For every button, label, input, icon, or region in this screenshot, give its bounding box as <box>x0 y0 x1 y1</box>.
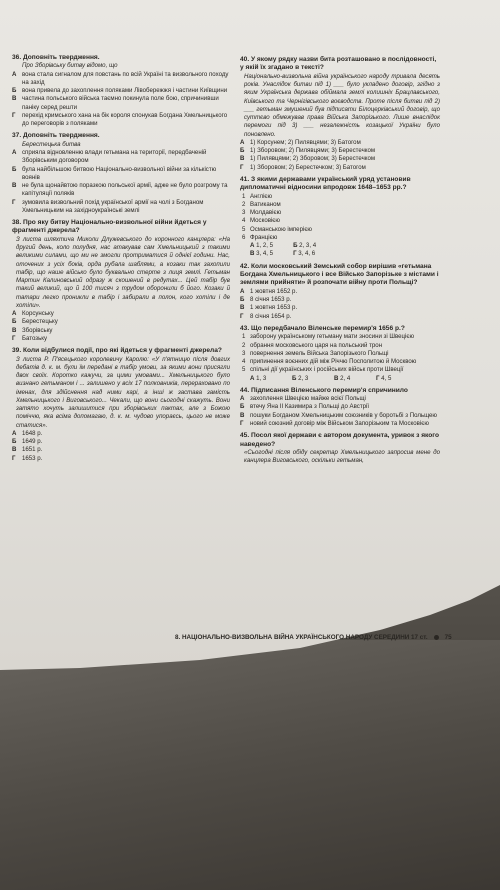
answer-option-a[interactable]: А 1, 2, 5 <box>250 242 274 250</box>
answer-option-g[interactable]: Г 3, 4, 6 <box>293 250 316 258</box>
question-38 <box>12 219 230 343</box>
underlying-page <box>0 640 500 890</box>
left-column <box>12 50 230 463</box>
numbered-item: 1 Англією <box>242 192 273 200</box>
question-title: 45. Посол якої держави є автором документа, уривок з якого наведено? <box>240 432 439 448</box>
answer-option-b[interactable]: Б вона привела до захоплення поляками Лівобережжя і частини Київщини <box>12 87 228 95</box>
question-42 <box>240 263 440 321</box>
question-stem: Берестецька битва <box>22 140 81 148</box>
answer-option-v[interactable]: В 1651 р. <box>12 446 43 454</box>
page-footer <box>175 634 475 641</box>
answer-option-a[interactable]: А Корсунську <box>12 310 54 318</box>
answer-option-b[interactable]: Б втечу Яна II Казимира з Польщі до Австрії <box>240 403 370 411</box>
numbered-item: 2 Ватиканом <box>242 200 281 208</box>
source-excerpt: З листа шляхтича Миколи Длужевського до коронного канцлера: «На другий день, коло полудня, нас атакував сам Хмельницький з такими великими силами, що ми не змогли протриматися й однієї години. Нас, оточених з усіх боків, орда рубала шаблями, а козаки так захопили табір, що наше військо було буквально стерте з лиця землі. Гетьман Мартин Калиновський одразу ж скошений в редутах... Цей табір був такий великий, що й 100 тисяч з трудом оборонили б його. Козаки й татари легко проникли в табір і забирали в полон, кого хотіли і де хотіли». <box>16 235 230 309</box>
question-41 <box>240 176 440 259</box>
numbered-item: 2 обрання московського царя на польський трон <box>242 341 383 349</box>
numbered-item: 4 Московією <box>242 217 280 225</box>
question-title: 40. У якому рядку назви бита розташовано в послідовності, у якій їх згадано в тексті? <box>240 56 437 72</box>
numbered-item: 4 припинення воєнних дій між Річчю Посполитою й Москвою <box>242 358 417 365</box>
question-43 <box>240 325 440 383</box>
question-44 <box>240 387 440 428</box>
question-title: 44. Підписання Віленського перемир'я спричинило <box>240 386 408 394</box>
source-excerpt: Національно-визвольна війна українського народу тривала десять років. Унаслідок битви під 1) ___ було укладено договір, згідно з яким Українська держава обіймала землі колишніх Брацлавського, Київського та Чернігівського воєводств. Проте після битви під 2) ___ гетьман змушений був підписати Білоцерківський договір, що суттєво обмежував права Війська Запорізького. Лише внаслідок перемоги під 3) ___ незалежність козацької України було поновлено. <box>244 72 440 138</box>
answer-option-a[interactable]: А 1 жовтня 1652 р. <box>240 287 298 295</box>
answer-option-b[interactable]: Б 8 січня 1653 р. <box>240 296 292 304</box>
answer-option-g[interactable]: Г перехід кримського хана на бік короля спонукав Богдана Хмельницького до переговорів з поляками <box>12 111 228 128</box>
answer-option-a[interactable]: А 1) Корсунем; 2) Пилявцями; 3) Батогом <box>240 138 361 146</box>
answer-option-b[interactable]: Б Берестецьку <box>12 318 58 326</box>
answer-option-a[interactable]: А захоплення Швецією майже всієї Польщі <box>240 395 366 403</box>
answer-option-g[interactable]: Г зумовила визвольний похід української армії на чолі з Богданом Хмельницьким на західноукраїнські землі <box>12 198 204 214</box>
question-title: 39. Коли відбулися події, про які йдеться у фрагменті джерела? <box>12 347 222 355</box>
answer-row <box>240 250 440 258</box>
answer-option-b[interactable]: Б 2, 3, 4 <box>293 242 317 250</box>
right-column <box>240 52 440 465</box>
numbered-item: 1 заборону українському гетьману мати зносини зі Швецією <box>242 333 415 341</box>
section-title: 8. НАЦІОНАЛЬНО-ВИЗВОЛЬНА ВІЙНА УКРАЇНСЬКОГО НАРОДУ СЕРЕДИНИ 17 ст. <box>175 634 428 641</box>
question-37 <box>12 132 230 215</box>
answer-option-a[interactable]: А вона стала сигналом для повстань по всій Україні та визвольного походу на захід <box>12 70 229 86</box>
answer-option-g[interactable]: Г 1) Зборовом; 2) Берестечком; 3) Батогом <box>240 163 366 171</box>
question-title: 37. Доповніть твердження. <box>12 132 100 140</box>
numbered-item: 3 Молдавією <box>242 209 282 217</box>
answer-option-v[interactable]: В 1 жовтня 1653 р. <box>240 304 298 312</box>
answer-option-v[interactable]: В 1) Пилявцями; 2) Зборовом; 3) Берестечком <box>240 155 376 163</box>
answer-option-a[interactable]: А 1, 3 <box>250 374 267 382</box>
answer-option-v[interactable]: В Зборівську <box>12 326 53 334</box>
answer-option-b[interactable]: Б 1) Зборовом; 2) Пилявцями; 3) Берестечком <box>240 147 376 155</box>
answer-option-g[interactable]: Г Батозьку <box>12 334 48 342</box>
answer-row <box>240 242 440 250</box>
answer-option-v[interactable]: В 3, 4, 5 <box>250 250 274 258</box>
answer-option-g[interactable]: Г 8 січня 1654 р. <box>240 312 292 320</box>
question-title: 43. Що передбачало Віленське перемир'я 1656 р.? <box>240 324 405 332</box>
answer-option-a[interactable]: А сприяла відновленню влади гетьмана на території, передбаченій Зборівським договором <box>12 149 207 165</box>
question-45 <box>240 432 440 465</box>
question-title: 36. Доповніть твердження. <box>12 54 100 61</box>
question-36 <box>12 54 230 128</box>
numbered-item: 5 спільні дії українських і російських військ проти Швеції <box>242 366 404 374</box>
bullet-icon <box>434 635 439 640</box>
numbered-item: 6 Францією <box>242 233 278 241</box>
question-title: 41. З якими державами український уряд установив дипломатичні відносини впродовж 1648–1653 рр.? <box>240 175 411 192</box>
answer-option-g[interactable]: Г 4, 5 <box>376 374 392 382</box>
answer-row <box>240 375 440 383</box>
question-40 <box>240 56 440 172</box>
source-excerpt: З листа Р. П'ясецького королевичу Каролю: «У п'ятницю після довгих дебатів д. к. м. були їм передані в табір умови, за якими вони присягли двох своїх. Коротко кажучи, за цими умовами... Хмельницького було визнано гетьманом і ... залишено у всіх 17 полковників, перераховано по іменах, для здійснення над ними карі, а інші ж застава замість Хмельницького і Виговського... Чекали, що вони сьогодні скажуть. Вони затято хочуть залишитися при зборівських пактах, але з Божою поміччю, яка всіма допомагаю, д. к. м. чудово упораєсь, цього не може статися». <box>16 355 230 429</box>
page-number: 75 <box>444 634 452 641</box>
answer-option-b[interactable]: Б 1649 р. <box>12 438 43 446</box>
source-excerpt: «Сьогодні після обіду секретар Хмельницького запросив мене до канцлера Виговського, оскільки гетьман, <box>244 448 440 465</box>
answer-option-g[interactable]: Г 1653 р. <box>12 454 43 462</box>
question-title: 42. Коли московський Земський собор вирішив «гетьмана Богдана Хмельницького і все Військо Запорізьке з містами і землями прийняти» й розпочати війну проти Польщі? <box>240 262 439 287</box>
answer-option-g[interactable]: Г новий союзний договір між Військом Запорізьким та Московією <box>240 419 429 427</box>
answer-option-a[interactable]: А 1648 р. <box>12 429 43 437</box>
answer-option-v[interactable]: В не була щонайвтою поразкою польської армії, адже не було розгрому та капітуляції поляків <box>12 182 228 198</box>
question-stem: Про Зборівську битву відомо, що <box>22 62 118 70</box>
numbered-item: 5 Османською імперією <box>242 225 312 233</box>
question-39 <box>12 347 230 463</box>
answer-option-b[interactable]: Б була найбільшою битвою Національно-визвольної війни за кількістю воянів <box>12 165 217 181</box>
question-title: 38. Про яку битву Національно-визвольної війни йдеться у фрагменті джерела? <box>12 219 207 235</box>
answer-option-v[interactable]: В пошуки Богданом Хмельницьким союзників у боротьбі з Польщею <box>240 411 437 419</box>
answer-option-v[interactable]: В частина польського війська таємно покинула поле бою, спричинивши паніку серед решти <box>12 95 219 111</box>
answer-option-b[interactable]: Б 2, 3 <box>292 374 309 382</box>
numbered-item: 3 повернення земель Війська Запорізького Польщі <box>242 349 389 357</box>
answer-option-v[interactable]: В 2, 4 <box>334 374 351 382</box>
